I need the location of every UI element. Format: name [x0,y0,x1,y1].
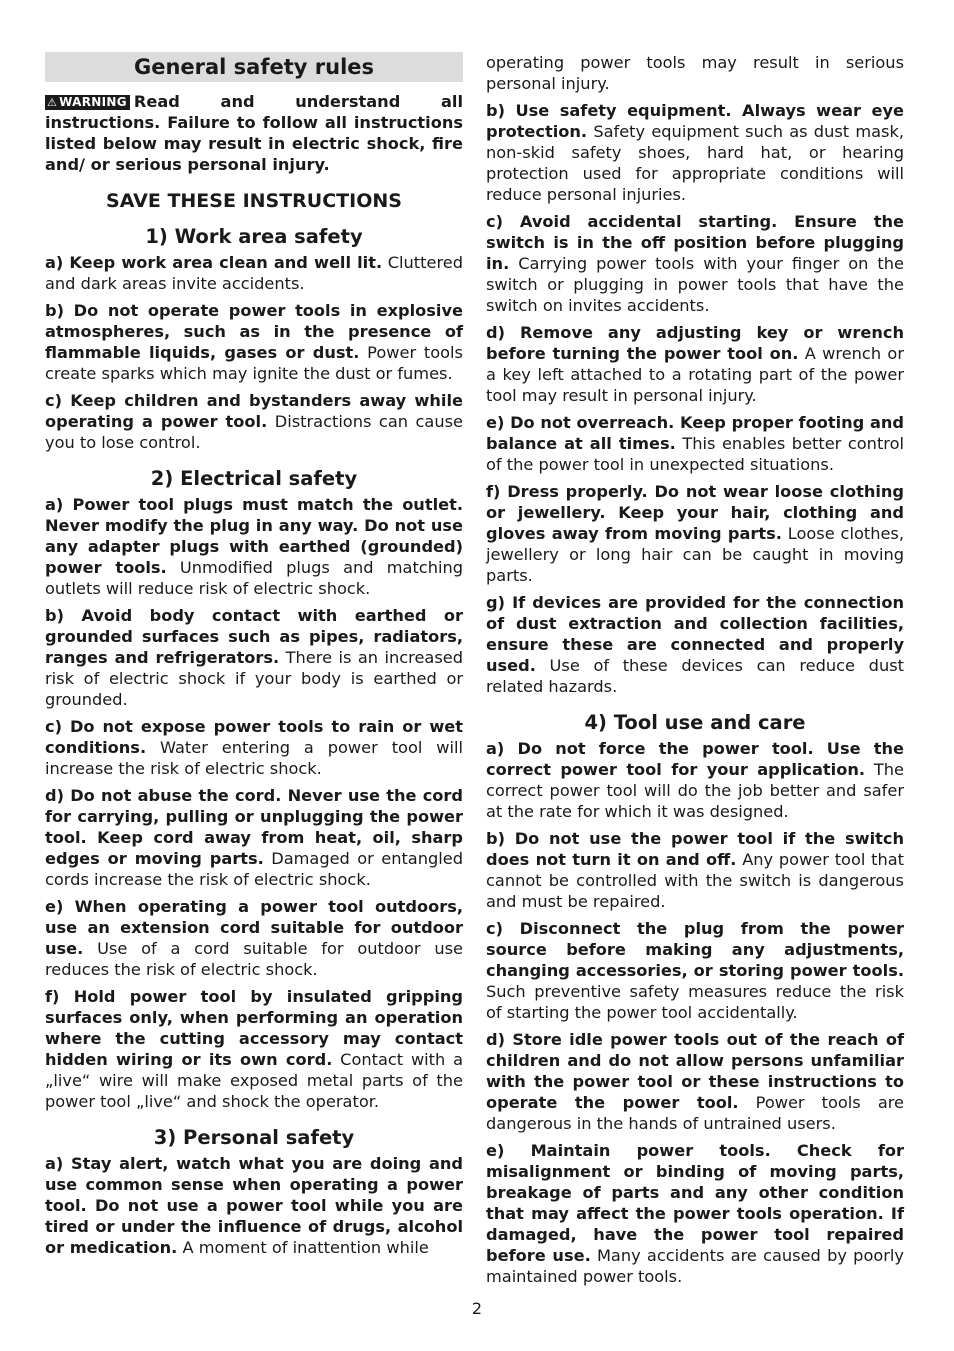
list-item [45,390,463,453]
item-text: Loose clothes, jewellery or long hair can be caught in moving parts. [486,524,904,585]
item-bold: a) Do not force the power tool. Use the correct power tool for your application. [486,739,904,779]
list-item [45,716,463,779]
item-text: Unmodified plugs and matching outlets will reduce risk of electric shock. [45,558,463,598]
item-bold: a) Power tool plugs must match the outlet. Never modify the plug in any way. Do not use any adapter plugs with earthed (grounded) power tools. [45,495,463,577]
item-bold: c) Keep children and bystanders away while operating a power tool. [45,391,463,431]
item-bold: b) Do not operate power tools in explosive atmospheres, such as in the presence of flammable liquids, gases or dust. [45,301,463,362]
item-bold: f) Dress properly. Do not wear loose clothing or jewellery. Keep your hair, clothing and gloves away from moving parts. [486,482,904,543]
item-bold: g) If devices are provided for the connection of dust extraction and collection facilities, ensure these are connected and properly used. [486,593,904,675]
item-bold: d) Store idle power tools out of the reach of children and do not allow persons unfamiliar with the power tool or these instructions to operate the power tool. [486,1030,904,1112]
continuation-text: operating power tools may result in serious personal injury. [486,53,904,93]
item-bold: c) Do not expose power tools to rain or wet conditions. [45,717,463,757]
item-text: A moment of inattention while [177,1238,429,1257]
list-item [45,300,463,384]
list-item [486,828,904,912]
item-text: Contact with a „live“ wire will make exposed metal parts of the power tool „live“ and shock the operator. [45,1050,463,1111]
list-item [486,100,904,205]
warning-label: WARNING [59,95,127,109]
list-item [45,494,463,599]
page-number: 2 [471,1299,483,1318]
item-bold: e) Maintain power tools. Check for misalignment or binding of moving parts, breakage of parts and any other condition that may affect the power tools operation. If damaged, have the power tool repaired before use. [486,1141,904,1265]
list-item [45,1153,463,1258]
section-heading-personal: 3) Personal safety [153,1126,355,1149]
item-text: Power tools create sparks which may ignite the dust or fumes. [45,343,463,383]
item-text: Carrying power tools with your finger on the switch or plugging in power tools that have the switch on invites accidents. [486,254,904,315]
item-bold: b) Use safety equipment. Always wear eye protection. [486,101,904,141]
list-item [486,481,904,586]
item-text: Water entering a power tool will increase the risk of electric shock. [45,738,463,778]
right-column [486,52,904,1293]
item-text: Such preventive safety measures reduce the risk of starting the power tool accidentally. [486,982,904,1022]
list-item [486,322,904,406]
item-text: There is an increased risk of electric shock if your body is earthed or grounded. [45,648,464,709]
list-item [45,896,463,980]
list-item [486,412,904,475]
list-item [45,252,463,294]
list-item [45,785,463,890]
list-item [486,918,904,1023]
item-bold: a) Keep work area clean and well lit. [45,253,383,272]
warning-text: Read and understand all instructions. Failure to follow all instructions listed below may result in electric shock, fire and/ or serious personal injury. [45,92,463,174]
list-item [486,738,904,822]
item-text: Safety equipment such as dust mask, non-skid safety shoes, hard hat, or hearing protection used for appropriate conditions will reduce personal injuries. [486,122,904,204]
item-text: A wrench or a key left attached to a rotating part of the power tool may result in personal injury. [486,344,904,405]
list-item [45,605,463,710]
item-bold: b) Do not use the power tool if the switch does not turn it on and off. [486,829,904,869]
item-bold: d) Remove any adjusting key or wrench before turning the power tool on. [486,323,904,363]
item-bold: f) Hold power tool by insulated gripping surfaces only, when performing an operation where the cutting accessory may contact hidden wiring or its own cord. [45,987,463,1069]
warning-triangle-icon: ⚠ [47,96,58,109]
left-column [45,52,463,1264]
list-item [486,211,904,316]
list-item [486,1029,904,1134]
item-text: Distractions can cause you to lose control. [45,412,463,452]
item-text: Power tools are dangerous in the hands of untrained users. [486,1093,904,1133]
item-text: Many accidents are caused by poorly maintained power tools. [486,1246,904,1286]
section-heading-electrical: 2) Electrical safety [150,467,358,490]
list-item [45,986,463,1112]
item-text: This enables better control of the power tool in unexpected situations. [486,434,904,474]
item-bold: c) Avoid accidental starting. Ensure the switch is in the off position before plugging in. [486,212,904,273]
section-heading-tool-use: 4) Tool use and care [584,711,806,734]
list-item [486,592,904,697]
list-item [486,1140,904,1287]
item-bold: c) Disconnect the plug from the power source before making any adjustments, changing accessories, or storing power tools. [486,919,904,980]
warning-paragraph [45,91,463,175]
item-bold: b) Avoid body contact with earthed or grounded surfaces such as pipes, radiators, ranges and refrigerators. [45,606,463,667]
item-text: Any power tool that cannot be controlled with the switch is dangerous and must be repaired. [486,850,904,911]
item-text: Damaged or entangled cords increase the risk of electric shock. [45,849,463,889]
save-instructions: SAVE THESE INSTRUCTIONS [106,190,402,212]
warning-badge [45,95,130,110]
item-text: Cluttered and dark areas invite accidents. [45,253,463,293]
item-bold: a) Stay alert, watch what you are doing and use common sense when operating a power tool. Do not use a power tool while you are tired or under the influence of drugs, alcohol or medication. [45,1154,463,1257]
item-text: Use of these devices can reduce dust related hazards. [486,656,904,696]
page-title: General safety rules [45,52,463,82]
item-bold: d) Do not abuse the cord. Never use the cord for carrying, pulling or unplugging the power tool. Keep cord away from heat, oil, sharp edges or moving parts. [45,786,463,868]
item-bold: e) Do not overreach. Keep proper footing and balance at all times. [486,413,904,453]
item-text: The correct power tool will do the job better and safer at the rate for which it was designed. [486,760,904,821]
section-heading-work-area: 1) Work area safety [145,225,363,248]
item-bold: e) When operating a power tool outdoors, use an extension cord suitable for outdoor use. [45,897,463,958]
item-text: Use of a cord suitable for outdoor use reduces the risk of electric shock. [45,939,463,979]
